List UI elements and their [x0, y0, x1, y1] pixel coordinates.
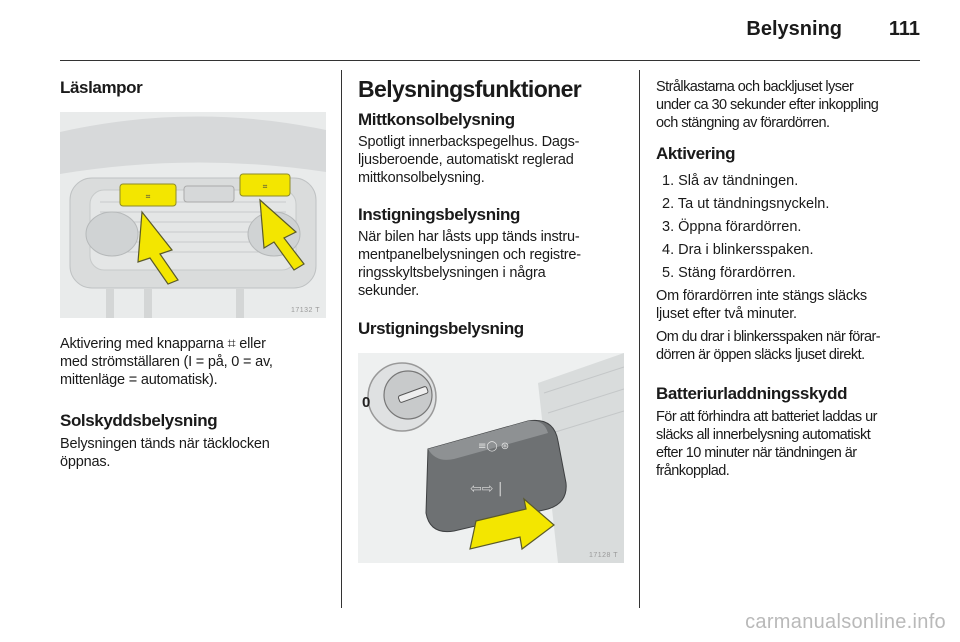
figure-code: 17128 T	[588, 552, 618, 559]
watermark: carmanualsonline.info	[745, 611, 946, 633]
figure-exit-lighting	[358, 353, 624, 563]
reading-text-line: mittenläge = automatisk).	[60, 372, 218, 388]
heading-center-console-lighting: Mittkonsolbelysning	[358, 110, 515, 129]
battery-line: För att förhindra att batteriet laddas ur	[656, 409, 877, 425]
chapter-title: Belysning	[746, 18, 842, 40]
entry-text-line: sekunder.	[358, 283, 420, 299]
heading-battery-discharge-protection: Batteriurladdningsskydd	[656, 384, 848, 403]
heading-exit-lighting: Urstigningsbelysning	[358, 319, 524, 338]
battery-line: frånkopplad.	[656, 463, 730, 479]
page-number: 111	[888, 18, 920, 40]
figure-code: 17132 T	[290, 307, 320, 314]
reading-text-part: Aktivering med knapparna	[60, 336, 228, 352]
center-text-line: Spotligt innerbackspegelhus. Dags-	[358, 134, 580, 150]
column-divider-2	[639, 70, 640, 608]
intro-line: Strålkastarna och backljuset lyser	[656, 79, 854, 95]
column-2	[358, 70, 624, 563]
entry-lighting-text	[358, 228, 624, 300]
column-3	[656, 70, 926, 480]
note-door-not-closed	[656, 287, 926, 323]
svg-text:⌗: ⌗	[262, 182, 268, 191]
follow-me-home-intro	[656, 78, 926, 132]
sun-visor-text	[60, 435, 326, 471]
section-sun-visor-lighting: Solskyddsbelysning	[60, 411, 218, 430]
reading-lamp-icon: ⌗	[227, 336, 236, 352]
turn-signal-lever-illustration	[358, 353, 624, 563]
intro-line: och stängning av förardörren.	[656, 115, 830, 131]
section-reading-lamps: Läslampor	[60, 78, 143, 97]
entry-text-line: mentpanelbelysningen och registre-	[358, 247, 581, 263]
heading-activation: Aktivering	[656, 144, 736, 163]
reading-text-line: med strömställaren (I = på, 0 = av,	[60, 354, 273, 370]
heading-entry-lighting: Instigningsbelysning	[358, 205, 521, 224]
battery-protection-text	[656, 408, 926, 480]
svg-text:⇦⇨ |: ⇦⇨ |	[470, 481, 503, 497]
center-text-line: ljusberoende, automatiskt reglerad	[358, 152, 574, 168]
sun-text-line: öppnas.	[60, 454, 111, 470]
ignition-position-label: 0	[362, 394, 371, 411]
battery-line: släcks all innerbelysning automatiskt	[656, 427, 871, 443]
center-text-line: mittkonsolbelysning.	[358, 170, 485, 186]
section-title-lighting-functions: Belysningsfunktioner	[358, 76, 582, 102]
note-line: Om du drar i blinkersspaken när förar-	[656, 329, 881, 345]
sun-text-line: Belysningen tänds när täcklocken	[60, 436, 270, 452]
note-line: Om förardörren inte stängs släcks	[656, 288, 867, 304]
battery-line: efter 10 minuter när tändningen är	[656, 445, 857, 461]
intro-line: under ca 30 sekunder efter inkoppling	[656, 97, 879, 113]
activation-step: 4. Dra i blinkersspaken.	[662, 242, 814, 258]
column-1	[60, 70, 326, 471]
note-lever-pull	[656, 328, 926, 364]
reading-text-part: eller	[235, 336, 266, 352]
note-line: dörren är öppen släcks ljuset direkt.	[656, 347, 865, 363]
svg-text:≡◯ ⊛: ≡◯ ⊛	[478, 441, 510, 452]
entry-text-line: När bilen har låsts upp tänds instru-	[358, 229, 580, 245]
activation-step: 5. Stäng förardörren.	[662, 265, 796, 281]
reading-lamps-text	[60, 335, 326, 389]
entry-text-line: ringsskyltsbelysningen i några	[358, 265, 546, 281]
reading-lamps-illustration	[60, 112, 326, 318]
center-console-text	[358, 133, 624, 187]
activation-step: 2. Ta ut tändningsnyckeln.	[662, 196, 830, 212]
activation-steps	[656, 172, 926, 282]
svg-text:⌗: ⌗	[145, 192, 151, 201]
page-header	[60, 18, 920, 44]
figure-reading-lamps	[60, 112, 326, 318]
column-divider-1	[341, 70, 342, 608]
note-line: ljuset efter två minuter.	[656, 306, 797, 322]
activation-step: 3. Öppna förardörren.	[662, 219, 802, 235]
header-rule	[60, 60, 920, 61]
activation-step: 1. Slå av tändningen.	[662, 173, 799, 189]
